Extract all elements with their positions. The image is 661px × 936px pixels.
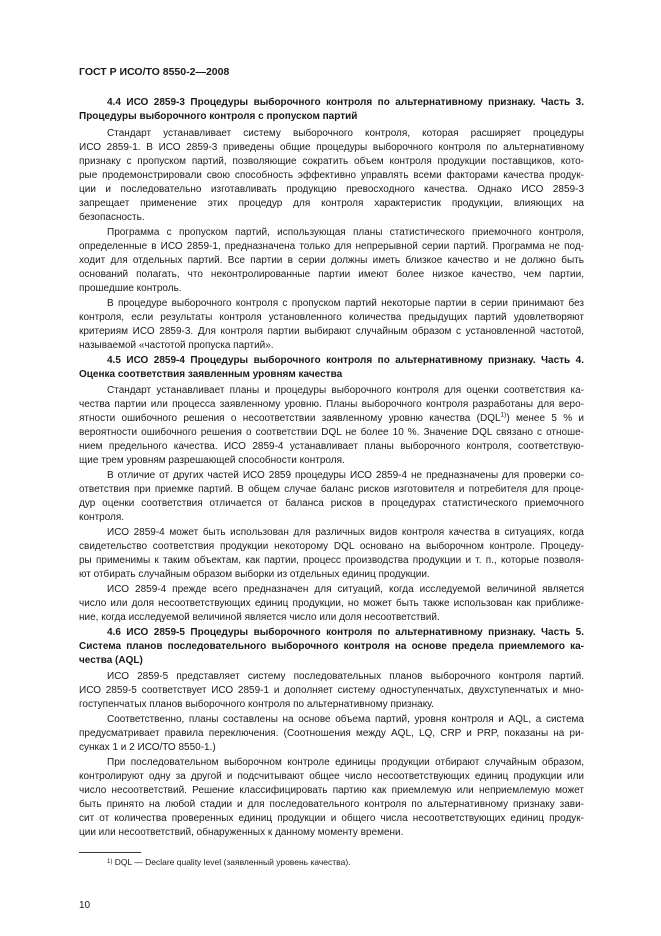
text-line: ИСО 2859-4 прежде всего предназначен для ситуаций, когда исследуемой величиной является (107, 584, 584, 595)
text-line: При последовательном выборочном контроле единицы продукции отбирают случайным образом, (107, 757, 584, 768)
text-line: контролируют одну за другой и подсчитывают общее число несоответствующих единиц продукции или (79, 771, 584, 782)
section-4-6-heading-cont: чества (AQL) (79, 655, 143, 666)
text-line: число или доля несоответствующих единиц продукции, но может быть также использован как приближе- (79, 598, 584, 609)
text-line: называемой «частотой пропуска партий». (79, 340, 274, 351)
section-4-6-heading: 4.6 ИСО 2859-5 Процедуры выборочного контроля по альтернативному признаку. Часть 5. (107, 627, 584, 638)
text-line: сунках 1 и 2 ИСО/ТО 8550-1.) (79, 742, 216, 753)
text-line: безопасность. (79, 212, 145, 223)
section-4-5-heading-cont: Оценка соответствия заявленным уровням качества (79, 369, 343, 380)
text-line: ции и последовательно изготавливать продукцию превосходного качества. Однако ИСО 2859-3 (79, 184, 584, 195)
text-line: дур оценки соответствия отличается от баланса рисков в процедурах статистического приемочного (79, 498, 584, 509)
text-line: признаку с пропуском партий, позволяющие сократить объем контроля продукции поставщиков, кото- (79, 156, 584, 167)
footnote-text: DQL — Declare quality level (заявленный уровень качества). (112, 857, 351, 867)
text-line: Соответственно, планы составлены на основе объема партий, уровня контроля и AQL, а система (107, 714, 584, 725)
footnote (107, 856, 351, 868)
footnote-divider (79, 852, 141, 853)
text-line: ИСО 2859-5 представляет систему последовательных планов выборочного контроля партий. (107, 671, 584, 682)
text-line: В процедуре выборочного контроля с пропуском партий некоторые партии в серии принимают без (107, 298, 584, 309)
text-line: ИСО 2859-5 соответствует ИСО 2859-1 и дополняет систему одноступенчатых, двухступенчатых и мно- (79, 685, 584, 696)
text-line: число несоответствий. Решение классифицировать партию как приемлемую или неприемлемую может (79, 785, 584, 796)
text-line: прошедшие контроль. (79, 283, 182, 294)
text-line: свидетельство соответствия продукции некоторому DQL основано на выборочном контроле. Процеду- (79, 541, 584, 552)
section-4-4-heading: 4.4 ИСО 2859-3 Процедуры выборочного контроля по альтернативному признаку. Часть 3. (107, 97, 584, 108)
text-line: гоступенчатых планов выборочного контроля по альтернативному признаку. (79, 699, 434, 710)
text-line: нием предельного качества. ИСО 2859-4 устанавливает планы выборочного контроля, соответствую- (79, 441, 584, 452)
text-line: ответствия при приемке партий. В общем случае баланс рисков изготовителя и потребителя для проце- (79, 484, 584, 495)
text-line: ятности ошибочного решения о несоответствии заявленному уровню качества (DQL$^{1)}$) менее 5 % и (79, 411, 584, 424)
text-line: сит от количества проверенных единиц продукции и общего числа несоответствующих единиц продук- (79, 813, 584, 824)
text-line: Стандарт устанавливает планы и процедуры выборочного контроля для оценки соответствия ка- (107, 385, 584, 396)
footnote-ref: 1) (500, 411, 507, 419)
text-line: Программа с пропуском партий, использующая планы статистического приемочного контроля, (107, 227, 584, 238)
text-line: предусматривает правила переключения. (Соотношения между AQL, LQ, CRP и PRP, показаны на ри- (79, 728, 584, 739)
text-line: ции или несоответствий, обнаруженных к данному моменту времени. (79, 827, 404, 838)
text-line: чества партии или процесса заявленному уровню. Планы выборочного контроля разработаны для веро- (79, 399, 584, 410)
section-4-5-heading: 4.5 ИСО 2859-4 Процедуры выборочного контроля по альтернативному признаку. Часть 4. (107, 355, 584, 366)
text-line: оснований полагать, что неконтролированные партии имеют более низкое качество, чем партии, (79, 269, 584, 280)
text-line: ют отбирать случайным образом выборки из отдельных единиц продукции. (79, 569, 430, 580)
text-line: контроля. (79, 512, 125, 523)
text-line: рые продемонстрировали свою способность эффективно управлять всеми факторами качества продук- (79, 170, 584, 181)
text-line: В отличие от других частей ИСО 2859 процедуры ИСО 2859-4 не предназначены для проверки со- (107, 470, 584, 481)
text-line: запрещает применение этих процедур для контроля характеристик продукции, влияющих на (79, 198, 584, 209)
text-line: ИСО 2859-1. В ИСО 2859-3 приведены общие процедуры выборочного контроля по альтернативному (79, 142, 584, 153)
text-line: контроля, если результаты контроля установленного количества предыдущих партий удовлетворяют (79, 312, 584, 323)
text-line: ходит для отдельных партий. Все партии в серии должны иметь близкое качество и не должно быть (79, 255, 584, 266)
text-line: критериям ИСО 2859-3. Для контроля партии выбирают случайным образом с установленной частотой, (79, 326, 584, 337)
document-header: ГОСТ Р ИСО/ТО 8550-2—2008 (79, 66, 230, 78)
text-line: вероятности ошибочного решения о соответствии DQL не более 10 %. Значение DQL связано с отноше- (79, 427, 584, 438)
page-number: 10 (79, 900, 91, 911)
text-line: щие трем уровням разрешающей способности контроля. (79, 455, 345, 466)
text-line: быть принято на любой стадии и для последовательного контроля по альтернативному признаку зави- (79, 799, 584, 810)
text-line: Стандарт устанавливает систему выборочного контроля, которая расширяет процедуры (107, 128, 584, 139)
footnote-mark: 1) (107, 859, 113, 865)
text-line: ИСО 2859-4 может быть использован для различных видов контроля качества в ситуациях, когда (107, 527, 584, 538)
text-line: ние, когда исследуемой величиной является число или доля несоответствий. (79, 612, 440, 623)
section-4-4-heading-cont: Процедуры выборочного контроля с пропуском партий (79, 111, 358, 122)
section-4-6-heading-cont: Система планов последовательного выборочного контроля на основе предела приемлемого ка- (79, 641, 584, 652)
text-line: ры применимы к таким объектам, как партии, процесс производства продукции и т. п., которые позволя- (79, 555, 584, 566)
text-line: определенные в ИСО 2859-1, предназначена только для непрерывной серии партий. Программа не под- (79, 241, 584, 252)
